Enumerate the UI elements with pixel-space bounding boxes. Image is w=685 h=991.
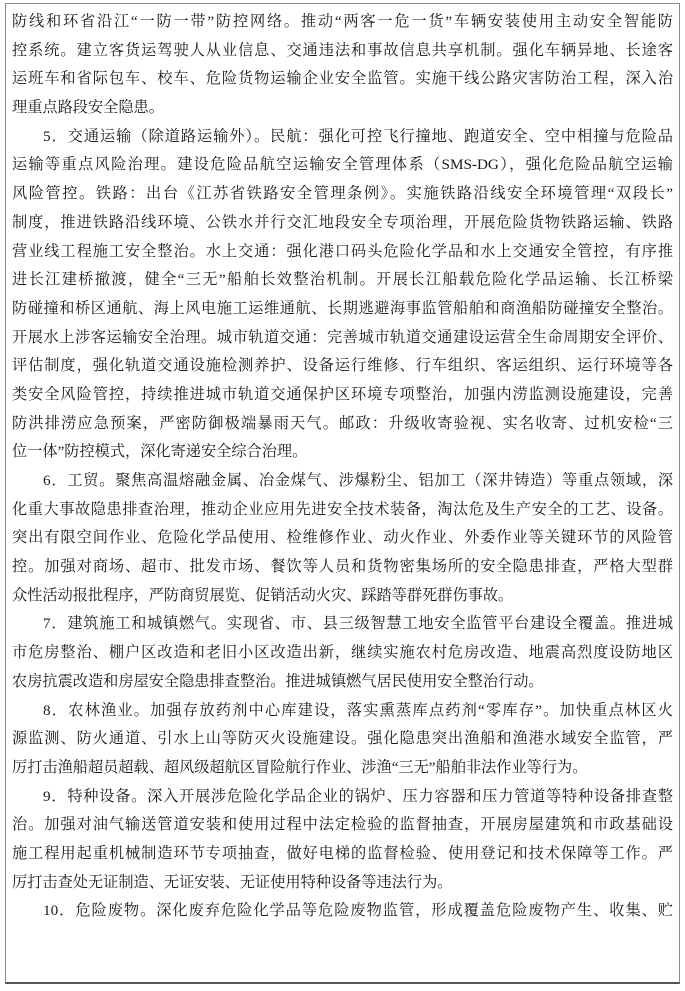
text-line: 化重大事故隐患排查治理，推动企业应用先进安全技术装备，淘汰危及生产安全的工艺、设备。 <box>12 500 673 518</box>
text-line: 运输等重点风险治理。建设危险品航空运输安全管理体系（SMS-DG），强化危险品航空运输 <box>12 156 673 174</box>
text-line: 农房抗震改造和房屋安全隐患排查整治。推进城镇燃气居民使用安全整治行动。 <box>12 672 544 690</box>
paragraph <box>12 123 673 467</box>
paragraph <box>12 8 673 123</box>
document-body <box>12 8 673 926</box>
paragraph <box>12 467 673 610</box>
text-line: 运班车和省际包车、校车、危险货物运输企业安全监管。实施干线公路灾害防治工程，深入治 <box>12 70 673 88</box>
text-line: 厉打击查处无证制造、无证安装、无证使用特种设备等违法行为。 <box>12 873 453 891</box>
text-line: 制度，推进铁路沿线环境、公铁水并行交汇地段安全专项治理，开展危险货物铁路运输、铁路 <box>12 213 673 231</box>
text-line: 治。加强对油气输送管道安装和使用过程中法定检验的监督抽查，开展房屋建筑和市政基础设 <box>12 816 673 834</box>
text-line: 进长江建桥撤渡，健全“三无”船舶长效整治机制。开展长江船载危险化学品运输、长江桥梁 <box>12 271 673 289</box>
text-line: 5．交通运输（除道路运输外）。民航：强化可控飞行撞地、跑道安全、空中相撞与危险品 <box>43 127 673 145</box>
text-line: 防线和环省沿江“一防一带”防控网络。推动“两客一危一货”车辆安装使用主动安全智能防 <box>12 13 673 30</box>
paragraph <box>12 610 673 696</box>
text-line: 众性活动报批程序，严防商贸展览、促销活动火灾、踩踏等群死群伤事故。 <box>12 586 514 604</box>
text-line: 风险管控。铁路：出台《江苏省铁路安全管理条例》。实施铁路沿线安全环境管理“双段长” <box>12 185 673 203</box>
text-line: 控系统。建立客货运驾驶人从业信息、交通违法和事故信息共享机制。强化车辆异地、长途客 <box>12 41 673 59</box>
text-line: 控。加强对商场、超市、批发市场、餐饮等人员和货物密集场所的安全隐患排查，严格大型群 <box>12 558 673 576</box>
text-line: 位一体”防控模式，深化寄递安全综合治理。 <box>12 443 308 461</box>
text-line: 开展水上涉客运输安全治理。城市轨道交通：完善城市轨道交通建设运营全生命周期安全评价、 <box>12 328 673 346</box>
text-line: 源监测、防火通道、引水上山等防灭火设施建设。强化隐患突出渔船和渔港水域安全监管，严 <box>12 730 673 748</box>
text-line: 营业线工程施工安全整治。水上交通：强化港口码头危险化学品和水上交通安全管控，有序推 <box>12 242 673 260</box>
text-line: 6．工贸。聚焦高温熔融金属、冶金煤气、涉爆粉尘、铝加工（深井铸造）等重点领域，深 <box>43 472 673 489</box>
text-line: 类安全风险管控，持续推进城市轨道交通保护区环境专项整治，加强内涝监测设施建设，完善 <box>12 385 673 403</box>
text-line: 突出有限空间作业、危险化学品使用、检维修作业、动火作业、外委作业等关键环节的风险管 <box>12 529 673 547</box>
text-line: 施工程用起重机械制造环节专项抽查，做好电梯的监督检验、使用登记和技术保障等工作。严 <box>12 844 673 862</box>
text-line: 7．建筑施工和城镇燃气。实现省、市、县三级智慧工地安全监管平台建设全覆盖。推进城 <box>43 615 673 633</box>
text-line: 8．农林渔业。加强存放药剂中心库建设，落实熏蒸库点药剂“零库存”。加快重点林区火 <box>43 701 673 719</box>
text-line: 评估制度，强化轨道交通设施检测养护、设备运行维修、行车组织、客运组织、运行环境等各 <box>12 357 673 375</box>
text-line: 防洪排涝应急预案，严密防御极端暴雨天气。邮政：升级收寄验视、实名收寄、过机安检“三 <box>12 414 673 432</box>
text-line: 厉打击渔船超员超载、超风级超航区冒险航行作业、涉渔“三无”船舶非法作业等行为。 <box>12 758 588 776</box>
text-line: 防碰撞和桥区通航、海上风电施工运维通航、长期逃避海事监管船舶和商渔船防碰撞安全整治。 <box>12 299 673 317</box>
paragraph <box>12 897 673 926</box>
paragraph <box>12 783 673 898</box>
text-line: 10．危险废物。深化废弃危险化学品等危险废物监管，形成覆盖危险废物产生、收集、贮 <box>43 902 673 920</box>
text-line: 9．特种设备。深入开展涉危险化学品企业的锅炉、压力容器和压力管道等特种设备排查整 <box>43 787 673 805</box>
paragraph <box>12 697 673 783</box>
text-line: 理重点路段安全隐患。 <box>12 99 164 117</box>
text-line: 市危房整治、棚户区改造和老旧小区改造出新，继续实施农村危房改造、地震高烈度设防地区 <box>12 644 673 662</box>
